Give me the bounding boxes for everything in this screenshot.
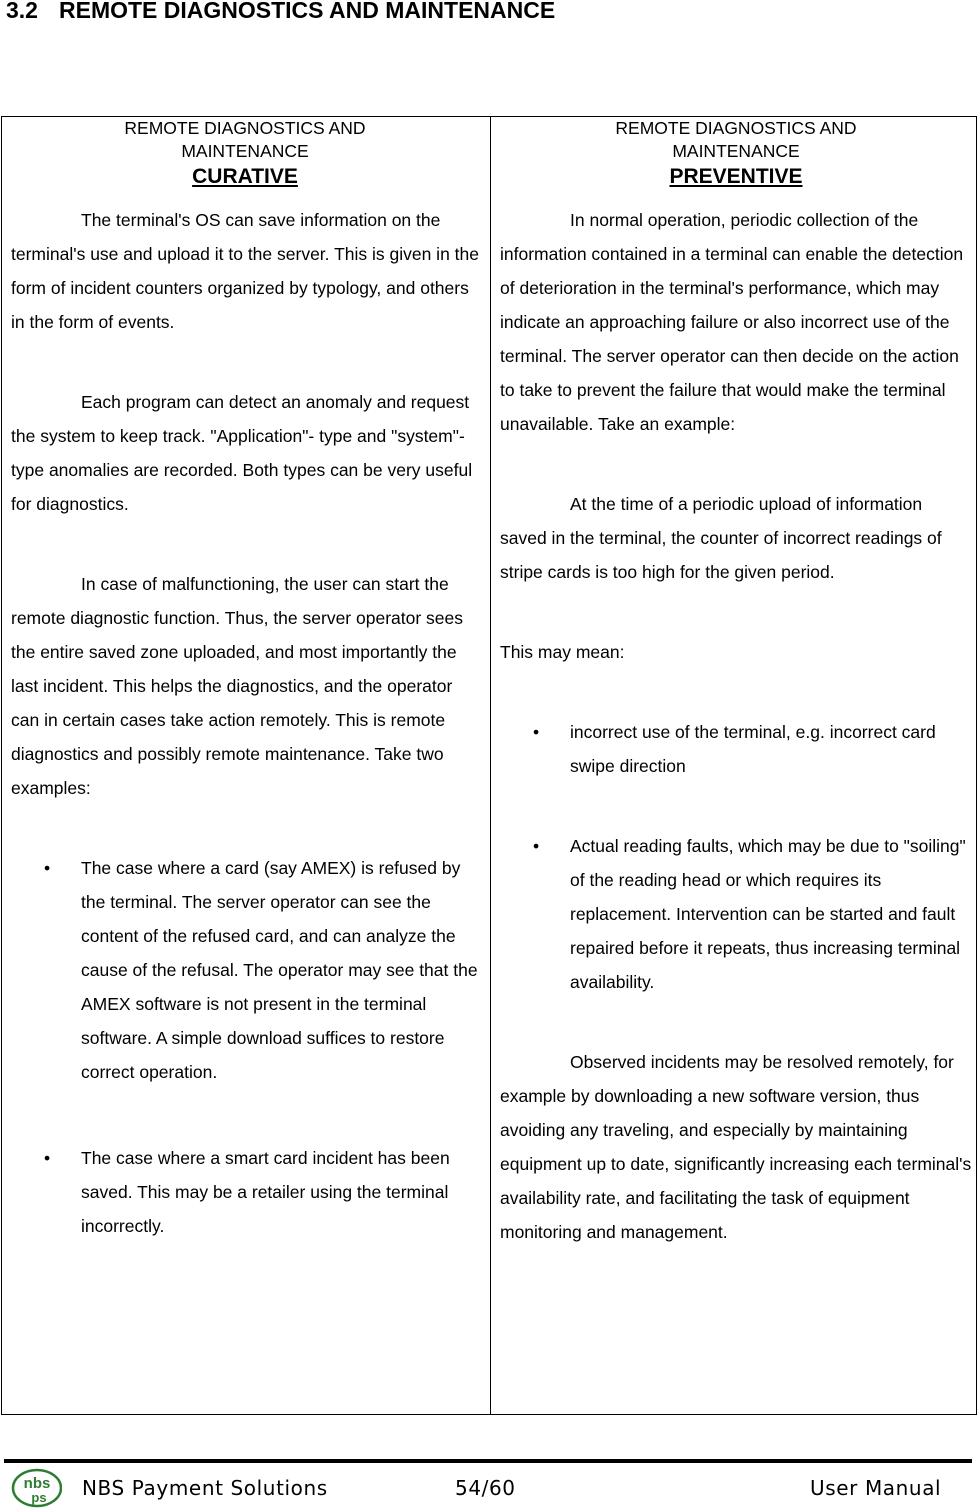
curative-paragraph-1: The terminal's OS can save information on the terminal's use and upload it to the server. This is given in the form of incident counters organized by typology, and others in the form of events.: [11, 210, 479, 332]
footer-page-number: 54/60: [455, 1476, 516, 1500]
curative-column: [11, 117, 479, 1243]
svg-text:ps: ps: [31, 1490, 47, 1505]
bullet-icon: •: [44, 858, 51, 878]
curative-bullet-2-text: The case where a smart card incident has been saved. This may be a retailer using the terminal incorrectly.: [81, 1148, 450, 1236]
bullet-icon: •: [44, 1148, 51, 1168]
diagnostics-table: [1, 116, 977, 1415]
column-divider: [490, 117, 491, 1414]
section-number: 3.2: [6, 0, 38, 23]
curative-bullet-1: [11, 851, 479, 1089]
section-title: REMOTE DIAGNOSTICS AND MAINTENANCE: [59, 0, 556, 23]
preventive-paragraph-3: This may mean:: [500, 642, 625, 662]
curative-bullet-2: [11, 1141, 479, 1243]
preventive-paragraph-2: At the time of a periodic upload of information saved in the terminal, the counter of incorrect readings of stripe cards is too high for the given period.: [500, 494, 942, 582]
preventive-title-line2: MAINTENANCE: [672, 141, 800, 161]
curative-subtitle: CURATIVE: [192, 165, 298, 188]
preventive-column: [500, 117, 972, 1249]
curative-title-line2: MAINTENANCE: [181, 141, 309, 161]
preventive-paragraph-4: Observed incidents may be resolved remotely, for example by downloading a new software version, thus avoiding any traveling, and especially by maintaining equipment up to date, significantly increasing each terminal's availability rate, and facilitating the task of equipment monitoring and management.: [500, 1052, 972, 1242]
footer-document-name: User Manual: [810, 1476, 942, 1500]
section-heading: [6, 0, 555, 24]
svg-text:nbs: nbs: [23, 1475, 51, 1492]
preventive-paragraph-1: In normal operation, periodic collection of the information contained in a terminal can enable the detection of deterioration in the terminal's performance, which may indicate an approaching failure or also incorrect use of the terminal. The server operator can then decide on the action to take to prevent the failure that would make the terminal unavailable. Take an example:: [500, 210, 964, 434]
curative-bullet-1-text: The case where a card (say AMEX) is refused by the terminal. The server operator can see the content of the refused card, and can analyze the cause of the refusal. The operator may see that the AMEX software is not present in the terminal software. A simple download suffices to restore correct operation.: [81, 858, 478, 1082]
preventive-bullet-2-text: Actual reading faults, which may be due to "soiling" of the reading head or which requires its replacement. Intervention can be started and fault repaired before it repeats, thus increasing terminal availability.: [570, 836, 966, 992]
nbs-logo-icon: [10, 1468, 62, 1508]
bullet-icon: •: [533, 722, 540, 742]
footer-rule: [4, 1459, 972, 1463]
curative-paragraph-2: Each program can detect an anomaly and request the system to keep track. "Application"- type and "system"-type anomalies are recorded. Both types can be very useful for diagnostics.: [11, 392, 473, 514]
curative-title-line1: REMOTE DIAGNOSTICS AND: [124, 118, 366, 138]
bullet-icon: •: [533, 836, 540, 856]
preventive-bullet-2: [500, 829, 972, 999]
preventive-bullet-1-text: incorrect use of the terminal, e.g. incorrect card swipe direction: [570, 722, 936, 776]
footer-company: NBS Payment Solutions: [82, 1476, 328, 1500]
preventive-title-line1: REMOTE DIAGNOSTICS AND: [615, 118, 857, 138]
curative-paragraph-3: In case of malfunctioning, the user can start the remote diagnostic function. Thus, the server operator sees the entire saved zone uploaded, and most importantly the last incident. This helps the diagnostics, and the operator can in certain cases take action remotely. This is remote diagnostics and possibly remote maintenance. Take two examples:: [11, 574, 464, 798]
preventive-column-title: [500, 117, 972, 163]
curative-column-title: [11, 117, 479, 163]
preventive-bullet-1: [500, 715, 972, 783]
preventive-subtitle: PREVENTIVE: [669, 165, 803, 188]
